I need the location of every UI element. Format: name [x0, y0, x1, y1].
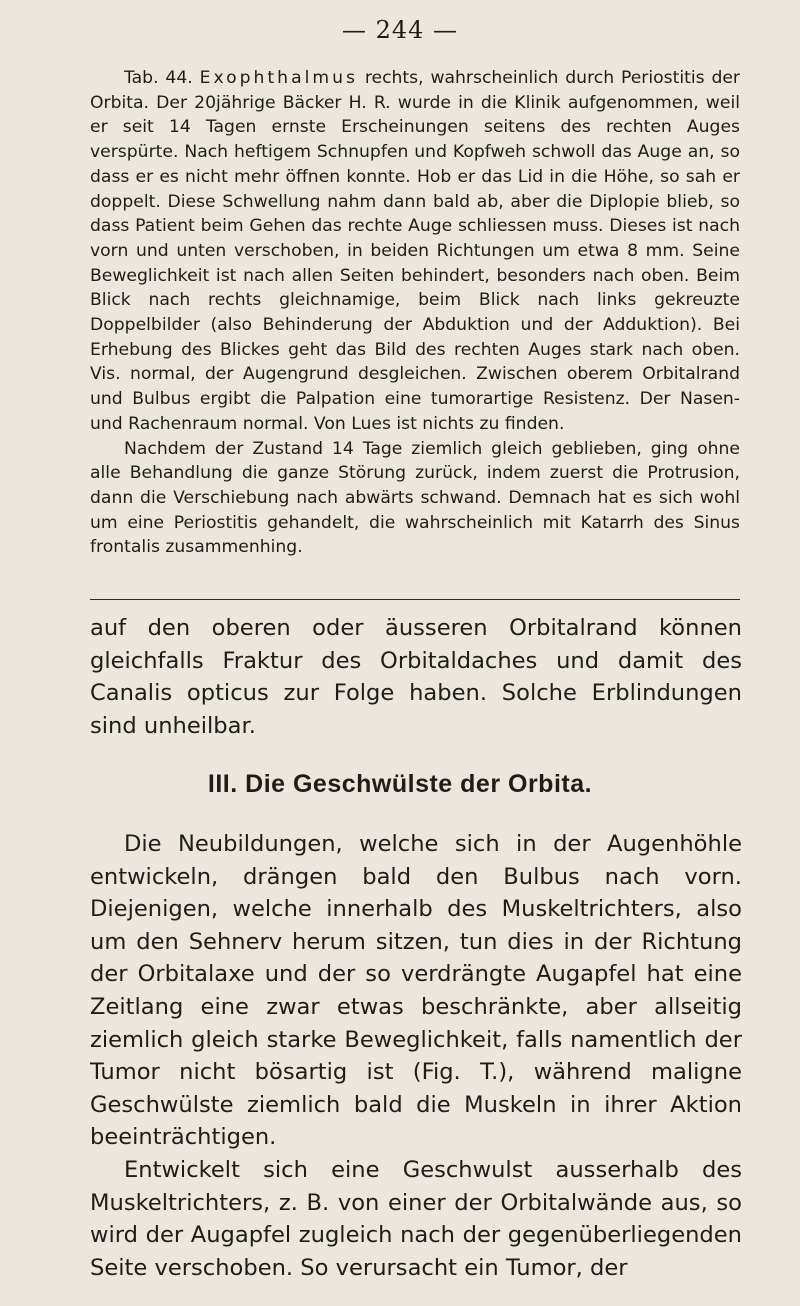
section-body — [90, 828, 742, 1284]
continuation-text — [90, 612, 742, 742]
case-text: rechts, wahrscheinlich durch Periostitis der Orbita. Der 20jährige Bäcker H. R. wurde in die Klinik aufgenommen, weil er seit 14 Tagen ernste Erscheinungen seitens des rechten Auges verspürte. Nach heftigem Schnupfen und Kopfweh schwoll das Auge an, so dass er es nicht mehr öffnen konnte. Hob er das Lid in die Höhe, so sah er doppelt. Diese Schwellung nahm dann bald ab, aber die Diplopie blieb, so dass Patient beim Gehen das rechte Auge schliessen muss. Dieses ist nach vorn und unten verschoben, in beiden Richtungen um etwa 8 mm. Seine Beweglichkeit ist nach allen Seiten behindert, besonders nach oben. Beim Blick nach rechts gleichnamige, beim Blick nach links gekreuzte Doppelbilder (also Behinderung der Abduktion und der Adduktion). Bei Erhebung des Blickes geht das Bild des rechten Auges stark nach oben. Vis. normal, der Augengrund desgleichen. Zwischen oberem Orbitalrand und Bulbus ergibt die Palpation eine tumorartige Resistenz. Der Nasen- und Rachenraum normal. Von Lues ist nichts zu finden. — [90, 68, 740, 434]
case-term: Exophthalmus — [199, 68, 358, 88]
section-heading: III. Die Geschwülste der Orbita. — [207, 770, 593, 798]
case-paragraph — [90, 66, 740, 437]
case-report — [90, 66, 740, 560]
followup-paragraph: Nachdem der Zustand 14 Tage ziemlich gleich geblieben, ging ohne alle Behandlung die ganze Störung zurück, indem zuerst die Protrusion, dann die Verschiebung nach abwärts schwand. Demnach hat es sich wohl um eine Periostitis gehandelt, die wahrscheinlich mit Katarrh des Sinus frontalis zusammenhing. — [90, 438, 740, 558]
body-paragraph-2: Entwickelt sich eine Geschwulst ausserhalb des Muskeltrichters, z. B. von einer der Orbitalwände aus, so wird der Augapfel zugleich nach der gegenüberliegenden Seite verschoben. So verursacht ein Tumor, der — [90, 1156, 742, 1281]
separator-rule — [90, 599, 740, 600]
body-paragraph-1: Die Neubildungen, welche sich in der Augenhöhle entwickeln, drängen bald den Bulbus nach vorn. Diejenigen, welche innerhalb des Muskeltrichters, also um den Sehnerv herum sitzen, tun dies in der Richtung der Orbitalaxe und der so verdrängte Augapfel hat eine Zeitlang eine zwar etwas beschränkte, aber allseitig ziemlich gleich starke Beweglichkeit, falls namentlich der Tumor nicht bösartig ist (Fig. T.), während maligne Geschwülste ziemlich bald die Muskeln in ihrer Aktion beeinträchtigen. — [90, 831, 742, 1151]
page-number: — 244 — — [341, 16, 459, 44]
continuation-paragraph: auf den oberen oder äusseren Orbitalrand können gleichfalls Fraktur des Orbitaldaches und damit des Canalis opticus zur Folge haben. Solche Erblindungen sind unheilbar. — [90, 615, 742, 739]
case-lead: Tab. 44. — [124, 68, 200, 88]
